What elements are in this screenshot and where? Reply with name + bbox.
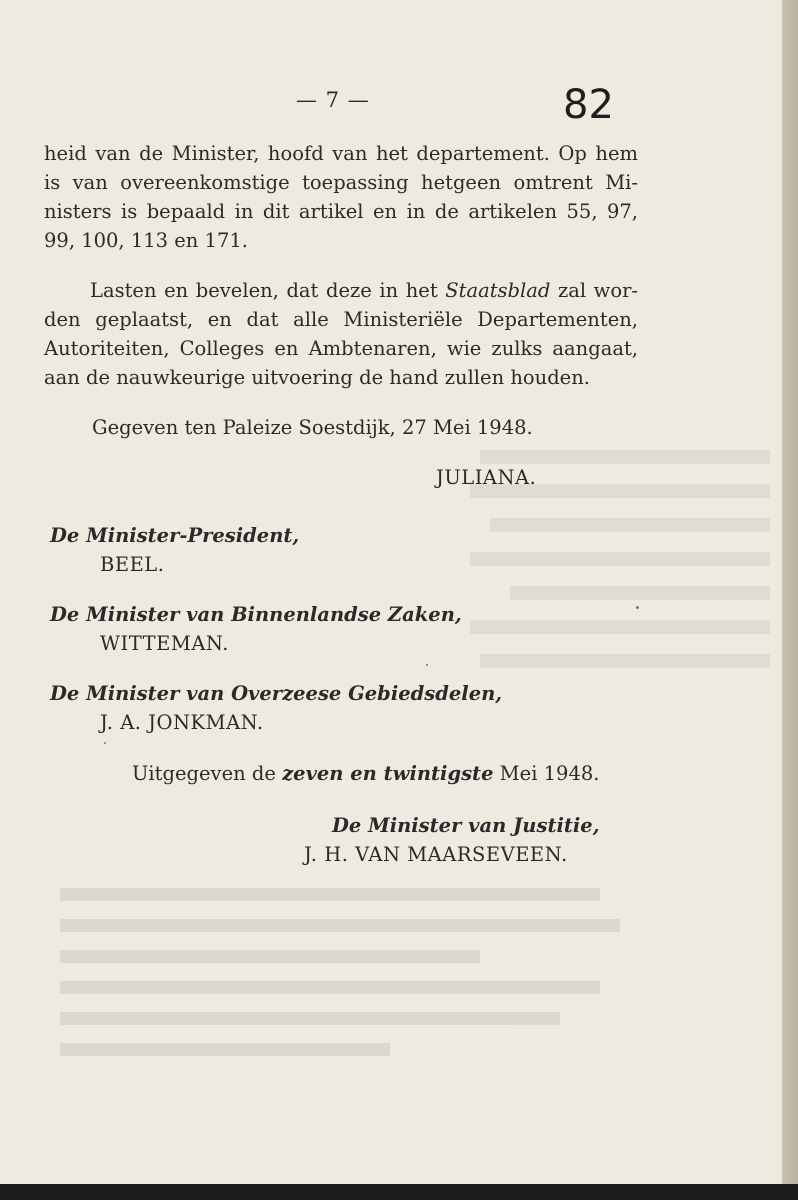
given-line: Gegeven ten Paleize Soestdijk, 27 Mei 1948. xyxy=(92,416,533,439)
issued-pre: Uitgegeven de xyxy=(132,762,283,785)
minister-interior-name: WITTEMAN. xyxy=(100,632,229,655)
issued-line xyxy=(132,762,599,785)
minister-overseas-title: De Minister van Overzeese Gebiedsdelen, xyxy=(50,682,503,705)
paragraph2-line3: Autoriteiten, Colleges en Ambtenaren, wie zulks aangaat, xyxy=(44,337,638,360)
paragraph1-line4: 99, 100, 113 en 171. xyxy=(44,229,248,252)
page-edge-bottom xyxy=(0,1184,798,1200)
page-edge-right xyxy=(782,0,798,1200)
minister-president-title: De Minister-President, xyxy=(50,524,300,547)
paper-speck xyxy=(426,664,428,666)
paragraph1-line3: nisters is bepaald in dit artikel en in de artikelen 55, 97, xyxy=(44,200,638,223)
paper-speck xyxy=(104,742,106,744)
stamp-number: 82 xyxy=(563,82,614,128)
issued-post: Mei 1948. xyxy=(493,762,600,785)
paragraph1-line2: is van overeenkomstige toepassing hetgeen omtrent Mi- xyxy=(44,171,638,194)
signature-juliana: JULIANA. xyxy=(436,466,537,489)
paragraph2-line2: den geplaatst, en dat alle Ministeriële Departementen, xyxy=(44,308,638,331)
paragraph2-line1-pre: Lasten en bevelen, dat deze in het xyxy=(90,279,446,302)
bleed-through-texture xyxy=(470,430,770,850)
paragraph2-line1 xyxy=(90,279,638,302)
paragraph2-line1-post: zal wor- xyxy=(550,279,638,302)
page-number: — 7 — xyxy=(296,88,370,112)
minister-justice-title: De Minister van Justitie, xyxy=(332,814,600,837)
minister-overseas-name: J. A. JONKMAN. xyxy=(100,711,264,734)
paragraph2-line4: aan de nauwkeurige uitvoering de hand zullen houden. xyxy=(44,366,590,389)
paragraph1-line1: heid van de Minister, hoofd van het departement. Op hem xyxy=(44,142,638,165)
minister-president-name: BEEL. xyxy=(100,553,165,576)
minister-justice-name: J. H. VAN MAARSEVEEN. xyxy=(304,843,568,866)
paper-speck xyxy=(636,606,639,609)
bleed-through-lower xyxy=(60,870,620,1130)
staatsblad-italic: Staatsblad xyxy=(445,279,551,302)
minister-interior-title: De Minister van Binnenlandse Zaken, xyxy=(50,603,462,626)
issued-date-italic: zeven en twintigste xyxy=(282,762,494,785)
